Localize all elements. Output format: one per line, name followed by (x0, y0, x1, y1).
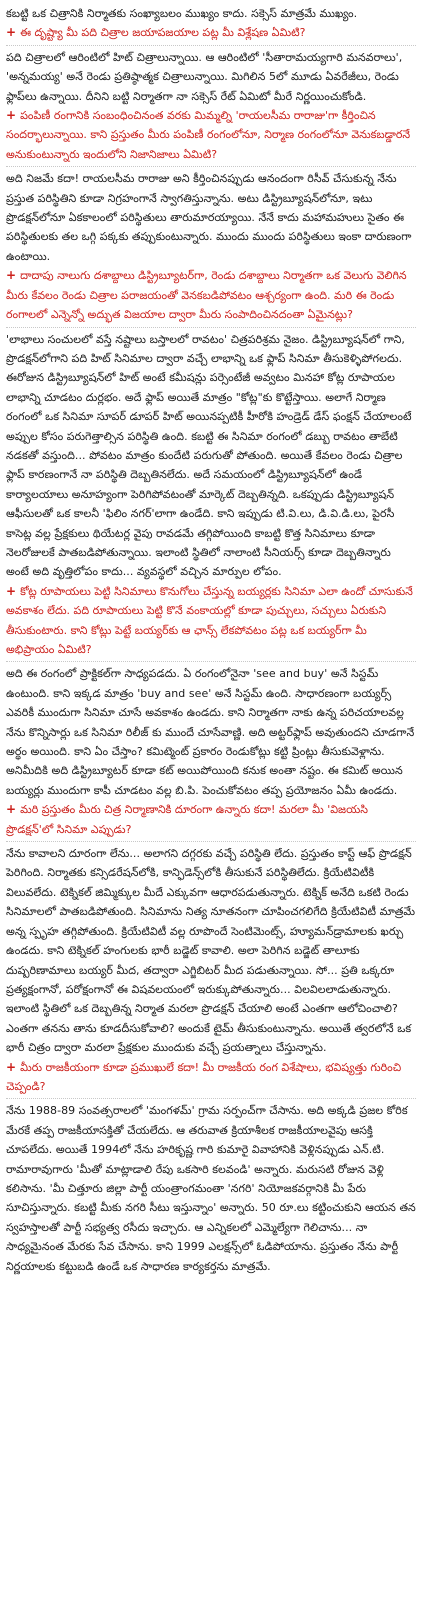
question-text: పంపిణీ రంగానికి సంబంధించినంత వరకు మిమ్మల్ని 'రాయలసీమ రారాజు'గా కీర్తించిన సందర్భాలున్నాయి. కాని ప్రస్తుతం మీరు పంపిణీ రంగంలోనూ, నిర్మాణ రంగంలోనూ వెనుకబడ్డారనే అనుకుంటున్నారు ఇందులోని నిజానిజాలు ఏమిటి? (6, 109, 411, 161)
plus-bullet-icon: + (6, 108, 17, 123)
plus-bullet-icon: + (6, 268, 17, 283)
answer-paragraph: నేను 1988-89 సంవత్సరాలలో 'మంగళమ్' గ్రామ సర్పంచ్‌గా చేసాను. అది అక్కడి ప్రజల కోరిక మేరకే తప్ప రాజకీయాసక్తితో చేయలేదు. ఆ తరువాత క్రియాశీలక రాజకీయాలవైపు ఆసక్తి చూపలేదు. అయితే 1994లో నేను హరికృష్ణ గారి కుమారై వివాహానికి వెళ్లినప్పుడు ఎన్.టి. రామారావుగారు 'మీతో మాట్లాడాలి రేపు ఒకసారి కలవండి' అన్నారు. మరుసటి రోజున వెళ్లి కలిసాను. 'మీ చిత్తూరు జిల్లా పార్టీ యంత్రాంగమంతా 'నగరి' నియోజకవర్గానికి మీ పేరు సూచిస్తున్నారు. కబట్టి మీకు నగరి సీటు ఇస్తున్నాం' అన్నారు. 50 రూ.లు కట్టించుకుని ఆయన తన స్వహస్తాలతో పార్టీ సభ్యత్వ రసీదు ఇచ్చారు. ఆ ఎన్నికలలో ఎమ్మెల్యేగా గెలిచాను... నా సాధ్యమైనంత మేరకు సేవ చేసాను. కాని 1999 ఎలక్షన్స్‌లో ఓడిపోయాను. ప్రస్తుతం నేను పార్టీ నిర్ణయాలకు కట్టుబడి ఉండే ఒక సాధారణ కార్యకర్తను మాత్రమే. (6, 1104, 416, 1273)
question-text: దాదాపు నాలుగు దశాబ్దాలు డిస్ట్రిబ్యూటర్‌గా, రెండు దశాబ్దాలు నిర్మాతగా ఒక వెలుగు వెలిగిన మీరు కేవలం రెండు చిత్రాల పరాజయంతో వెనకబడిపోవటం ఆశ్చర్యంగా ఉంది. మరి ఈ రెండు రంగాలలో ఎన్నెన్నో అద్భుత విజయాల ద్వారా మీరు సంపాదించినదంతా ఏమైనట్లు? (6, 269, 407, 322)
answer-paragraph: కబట్టి ఒక చిత్రానికి నిర్మాతకు సంఖ్యాబలం ముఖ్యం కాదు. సక్సెస్ మాత్రమే ముఖ్యం. (6, 7, 358, 20)
plus-bullet-icon: + (6, 25, 17, 40)
plus-bullet-icon: + (6, 583, 17, 598)
question-paragraph (6, 106, 416, 167)
answer-paragraph: నేను కావాలని దూరంగా లేను... అలాగని దగ్గరకు వచ్చే పరిస్థితి లేదు. ప్రస్తుతం కాస్ట్ ఆఫ్ ప్రొడక్షన్ పెరిగింది. నిర్మాతకు కన్సిడరేషన్‌లోకి, కాన్ఫిడెన్స్‌లోకి తీసుకునే పరిస్థితిలేదు. క్రియేటివిటీకి విలువలేదు. టెక్నికల్ జిమ్మిక్కుల మీదే ఎక్కువగా ఆధారపడుతున్నారు. టెక్నిక్ అనేది ఒకటి రెండు సినిమాలలో పాతబడిపోతుంది. సినిమాను నిత్య నూతనంగా చూపించగలిగేది క్రియేటివిటీ మాత్రమే అన్న స్పృహ తగ్గిపోతుంది. క్రియేటివిటీ వల్ల రూపొందే సెంటిమెంట్స్, హ్యూమన్‌డ్రామాలకు ఖర్చు ఉండదు. కాని టెక్నికల్ హంగులకు భారీ బడ్జెట్ కావాలి. అలా పెరిగిన బడ్జెట్ తాలూకు దుష్పరిణామాలు బయ్యర్ మీద, తద్వారా ఎగ్జిబిటర్ మీద పడుతున్నాయి. సో... ప్రతి ఒక్కరూ ప్రత్యక్షంగానో, పరోక్షంగానో ఈ విషవలయంలో ఇరుక్కుపోతున్నారు... విలవిలలాడుతున్నారు. ఇలాంటి స్థితిలో ఒక దెబ్బతిన్న నిర్మాత మరలా ప్రొడక్షన్ చేయాలి అంటే ఎంతగా ఆలోచించాలి? ఎంతగా తనను తాను కూడదీసుకోవాలి? అందుకే టైమ్ తీసుకుంటున్నాను. అయితే త్వరలోనే ఒక భారీ చిత్రం ద్వారా మరలా ప్రేక్షకుల ముందుకు వచ్చే ప్రయత్నాలు చేస్తున్నాను. (6, 847, 416, 1055)
answer-paragraph: అది నిజమే కదా! రాయలసీమ రారాజు అని కీర్తించినప్పుడు ఆనందంగా రిసీవ్ చేసుకున్న నేను ప్రస్తుత పరిస్థితిని కూడా నిగ్రహంగానే స్వాగతిస్తున్నాను. అటు డిస్ట్రిబ్యూషన్‌లోనూ, ఇటు ప్రొడక్షన్‌లోనూ ఏకకాలంలో పరిస్థితులు తారుమారయ్యాయి. నేనే కాదు మహామహులు సైతం ఈ పరిస్థితులకు తల ఒగ్గి పక్కకు తప్పుకుంటున్నారు. ముందు ముందు పరిస్థితులు ఇంకా దారుణంగా ఉంటాయి. (6, 172, 412, 263)
answer-paragraph: పది చిత్రాలలో ఆరింటిలో హిట్ చిత్రాలున్నాయి. ఆ ఆరింటిలో 'సీతారామయ్యగారి మనవరాలు', 'అన్నమయ్య' అనే రెండు ప్రతిష్ఠాత్మక చిత్రాలున్నాయి. మిగిలిన 5లో మూడు ఏవరేజీలు, రెండు ఫ్లాప్‌లు ఉన్నాయి. దీనిని బట్టి నిర్మాతగా నా సక్సెస్ రేట్ ఏమిటో మీరే నిర్ణయించుకోండి. (6, 50, 403, 103)
question-paragraph (6, 1058, 416, 1100)
answer-paragraph: 'లాభాలు సంచులలో వస్తే నష్టాలు బస్తాలలో రావటం' చిత్రపరిశ్రమ నైజం. డిస్ట్రిబ్యూషన్‌లో గాని, ప్రొడక్షన్‌లోగాని పది హిట్ సినిమాల ద్వారా వచ్చే లాభాన్ని ఒక ఫ్లాప్ సినిమా తీసుకెళ్ళిపోగలదు. ఈరోజున డిస్ట్రిబ్యూషన్‌లో హిట్ అంటే కమీషన్లు పర్సెంటేజీ అవ్వటం మినహా కోట్ల రూపాయల లాభాన్ని చూడటం దుర్లభం. అదే ఫ్లాప్ అయితే మాత్రం "కోట్ల"కు కొట్టేస్తాయి. అలాగే నిర్మాణ రంగంలో ఒక సినిమా సూపర్ డూపర్ హిట్ అయినప్పటికీ హీరోకి హండ్రెడ్ డేస్ ఫంక్షన్ చేయాలంటే అప్పుల కోసం పరుగెత్తాల్సిన పరిస్థితి ఉంది. కబట్టి ఈ సినిమా రంగంలో డబ్బు రావటం తాబేటి నడకతో వస్తుంది... పోవటం మాత్రం కుందేటి పరుగుతో పోతుంది. అయితే కేవలం రెండు చిత్రాల ఫ్లాప్ కారణంగానే నా పరిస్థితి దెబ్బతినలేదు. అదే సమయంలో డిస్ట్రిబ్యూషన్‌లో ఉండే కార్యాలయాలు అనూహ్యంగా పెరిగిపోవటంతో మార్కెట్ దెబ్బతిన్నది. ఒకప్పుడు డిస్ట్రిబ్యూషన్ ఆఫీసులతో ఒక కాలనీ 'ఫిలిం నగర్'లాగా ఉండేది. కాని ఇప్పుడు టి.వి.లు, డి.వి.డి.లు, పైరసీ కాసెట్ల వల్ల ప్రేక్షకులు థియేటర్ల వైపు రావడమే తగ్గిపోయింది కాబట్టి కొత్త సినిమాలు కూడా నెలరోజులకే పాతబడిపోతున్నాయి. ఇలాంటి స్థితిలో నాలాంటి సీనియర్స్ కూడా దెబ్బతిన్నారు అంటే అది వృత్తిలోపం కాదు... వ్యవస్థలో వచ్చిన మార్పుల లోపం. (6, 332, 412, 579)
question-paragraph (6, 800, 416, 842)
plus-bullet-icon: + (6, 1059, 17, 1074)
question-text: కోట్ల రూపాయలు పెట్టి సినిమాలు కొనుగోలు చేస్తున్న బయ్యర్లకు సినిమా ఎలా ఉందో చూసుకునే అవకాశం లేదు. పది రూపాయలు పెట్టి కొనే వంకాయల్లో కూడా పుచ్చులు, సచ్చులు ఏరుకుని తీసుకుంటారు. కాని కోట్లు పెట్టే బయ్యర్‌కు ఆ ఛాన్స్ లేకపోవటం పట్ల ఒక బయ్యర్‌గా మీ అభిప్రాయం ఏమిటి? (6, 584, 413, 656)
question-paragraph (6, 582, 416, 663)
question-paragraph (6, 23, 416, 45)
plus-bullet-icon: + (6, 802, 17, 817)
answer-paragraph: అది ఈ రంగంలో ప్రాక్టికల్‌గా సాధ్యపడదు. ఏ రంగంలోనైనా 'see and buy' అనే సిస్టమ్ ఉంటుంది. కాని ఇక్కడ మాత్రం 'buy and see' అనే సిస్టమ్ ఉంది. సాధారణంగా బయ్యర్స్ ఎవరికీ ముందుగా సినిమా చూసే అవకాశం ఉండదు. కాని నిర్మాతగా నాకు ఉన్న పరిచయాలవల్ల నేను కొన్నిసార్లు ఒక సినిమా రిలీజ్ కు ముందే చూసేవాణ్ణి. అది అట్టర్‌ఫ్లాప్ అవుతుందని చూడగానే అర్థం అయింది. కాని ఏం చేస్తాం? కమిట్మెంట్ ప్రకారం రెండుకోట్లు కట్టి ప్రింట్లు తీసుకువెళ్లాను. అనిమీదికి అది డిస్ట్రిబ్యూటర్ కూడా కట్ అయిపోయింది కనుక అంతా నష్టం. ఈ కమిట్ అయిన బయ్యర్లు ముందుగా కాపీ చూడటం వల్ల బి.పి. పెంచుకోవటం తప్ప ప్రయోజనం ఏమీ ఉండదు. (6, 667, 415, 797)
question-text: ఈ దృష్ట్యా మీ పది చిత్రాల జయాపజయాల పట్ల మీ విశ్లేషణ ఏమిటి? (20, 26, 306, 40)
question-text: మరి ప్రస్తుతం మీరు చిత్ర నిర్మాణానికి దూరంగా ఉన్నారు కదా! మరలా మీ 'విజయసి ప్రొడక్షన్'లో సినిమా ఎప్పుడు? (6, 803, 368, 836)
question-paragraph (6, 266, 416, 327)
question-text: మీరు రాజకీయంగా కూడా ప్రముఖులే కదా! మీ రాజకీయ రంగ విశేషాలు, భవిష్యత్తు గురించి చెప్పండి? (6, 1060, 402, 1093)
